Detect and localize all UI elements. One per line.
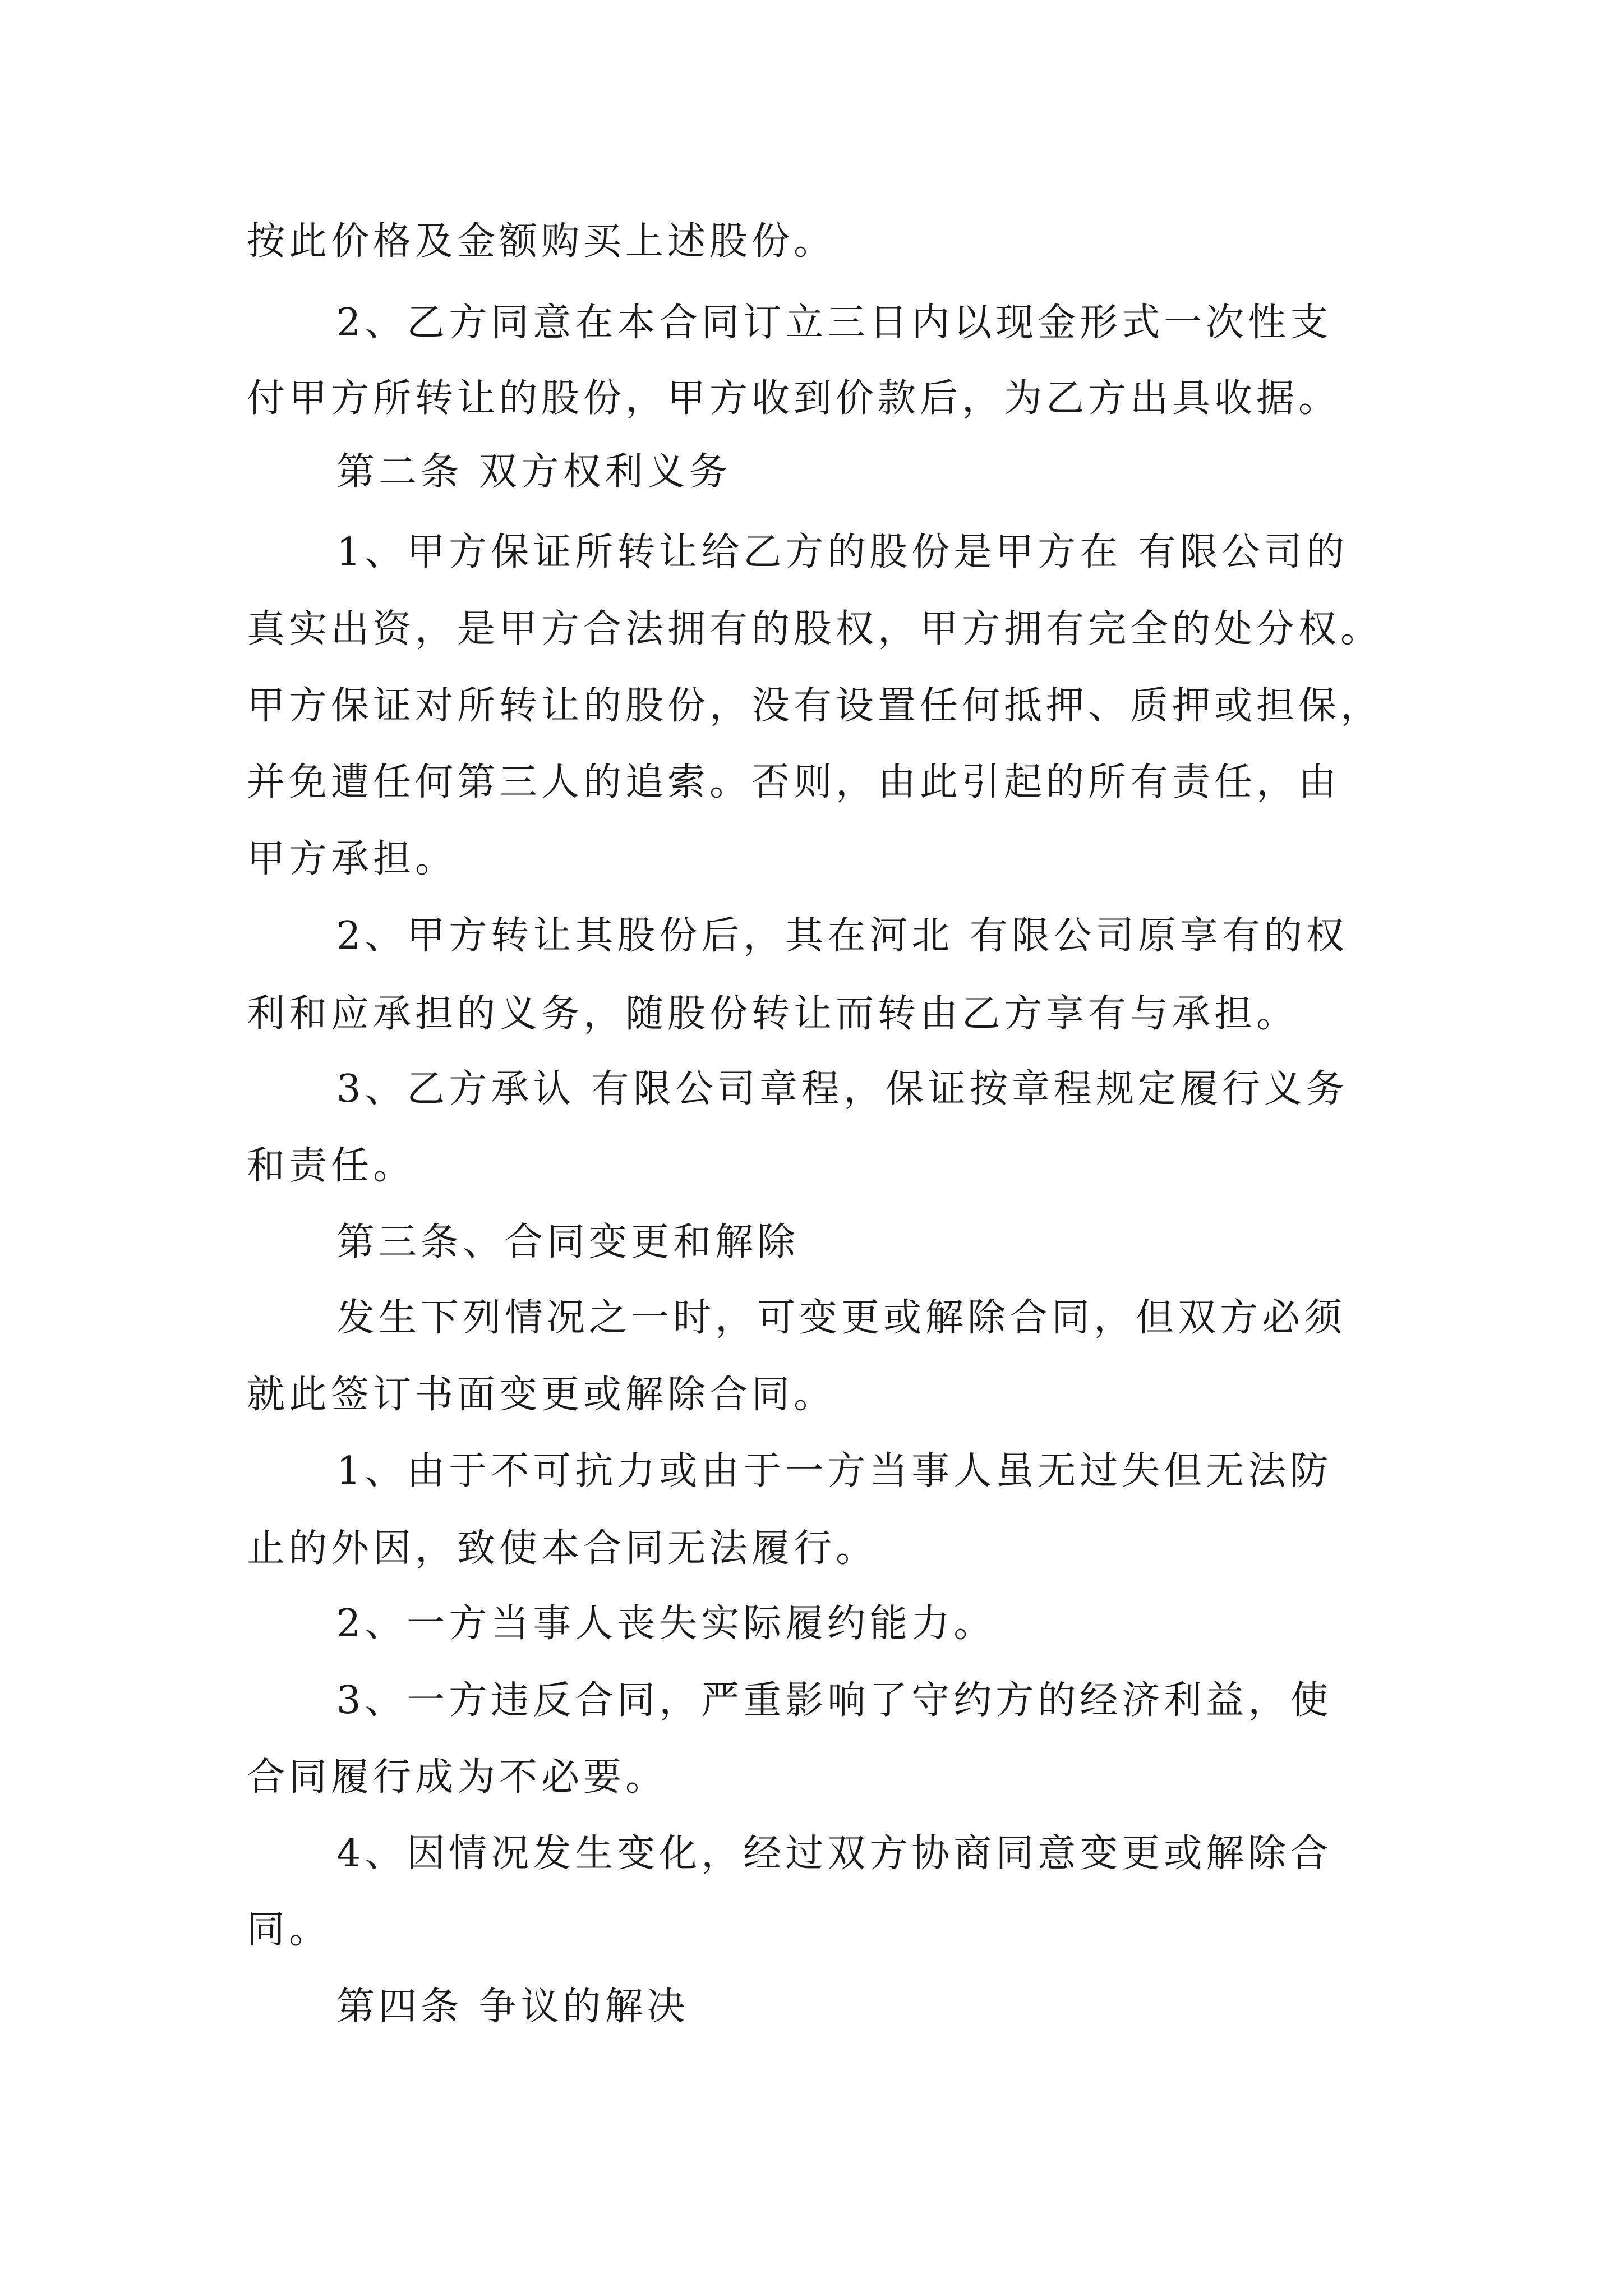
section-heading: 第二条 双方权利义务	[336, 450, 731, 494]
text-line: 发生下列情况之一时，可变更或解除合同，但双方必须	[336, 1296, 1347, 1340]
text-line: 甲方承担。	[247, 837, 458, 881]
text-line: 利和应承担的义务，随股份转让而转由乙方享有与承担。	[247, 992, 1299, 1036]
text-line: 付甲方所转让的股份，甲方收到价款后，为乙方出具收据。	[247, 376, 1341, 421]
text-line: 3、一方违反合同，严重影响了守约方的经济利益，使	[336, 1678, 1332, 1723]
text-line: 真实出资，是甲方合法拥有的股权，甲方拥有完全的处分权。	[247, 607, 1383, 651]
text-line: 4、因情况发生变化，经过双方协商同意变更或解除合	[336, 1832, 1332, 1876]
text-line: 2、乙方同意在本合同订立三日内以现金形式一次性支	[336, 301, 1332, 345]
section-heading: 第三条、合同变更和解除	[336, 1220, 800, 1264]
text-line: 2、甲方转让其股份后，其在河北 有限公司原享有的权	[336, 914, 1348, 958]
text-line: 就此签订书面变更或解除合同。	[247, 1373, 836, 1417]
text-line: 并免遭任何第三人的追索。否则，由此引起的所有责任，由	[247, 760, 1341, 804]
text-line: 和责任。	[247, 1144, 416, 1188]
text-line: 合同履行成为不必要。	[247, 1755, 668, 1800]
text-line: 1、甲方保证所转让给乙方的股份是甲方在 有限公司的	[336, 530, 1348, 574]
text-line: 同。	[247, 1908, 331, 1952]
text-line: 1、由于不可抗力或由于一方当事人虽无过失但无法防	[336, 1449, 1332, 1493]
section-heading: 第四条 争议的解决	[336, 1985, 689, 2029]
text-line: 3、乙方承认 有限公司章程，保证按章程规定履行义务	[336, 1067, 1348, 1111]
text-line: 甲方保证对所转让的股份，没有设置任何抵押、质押或担保，	[247, 684, 1383, 728]
text-line: 2、一方当事人丧失实际履约能力。	[336, 1602, 996, 1646]
text-line: 止的外因，致使本合同无法履行。	[247, 1526, 878, 1571]
text-line: 按此价格及金额购买上述股份。	[247, 219, 836, 264]
